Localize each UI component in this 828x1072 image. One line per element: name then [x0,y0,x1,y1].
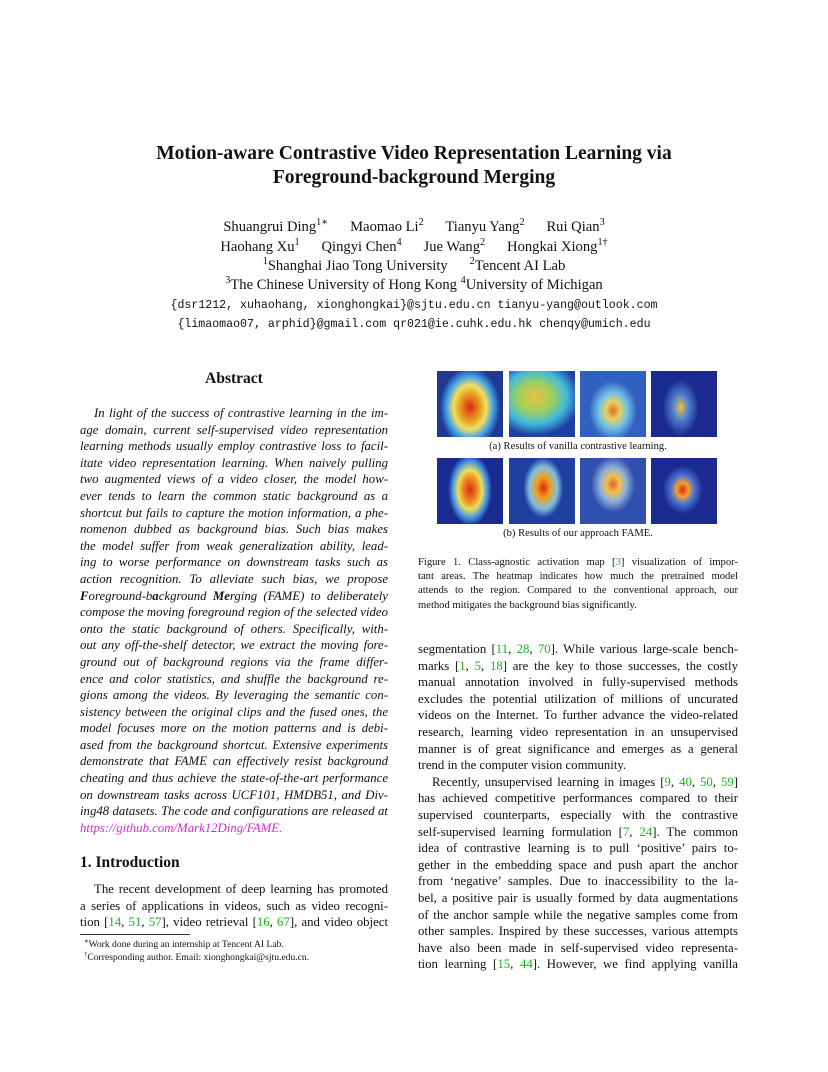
author-name: Hongkai Xiong [507,239,598,255]
figure-sub-b: (b) Results of our approach FAME. [503,528,653,539]
citation[interactable]: 50 [700,774,713,789]
line-text: ]. The common [652,824,738,839]
paragraph-1 [418,641,738,774]
affiliation-mark: 3 [225,275,231,287]
text-line: age domain, current self-supervised video representation [80,422,388,437]
citation[interactable]: 15 [497,957,511,972]
affiliation-mark: 4 [460,275,466,287]
text-line: cheating and thus achieve the state-of-the-art performance [80,771,388,786]
line-text: segmentation [ [418,642,496,656]
author-name: Qingyi Chen [321,239,397,255]
intro-text: tion [ [80,915,109,930]
affiliation-mark: 2 [469,256,475,268]
citation[interactable]: 67 [277,915,290,930]
intro-heading: 1. Introduction [80,854,180,871]
intro-line: a series of applications in videos, such as video recogni- [80,898,388,913]
text-line: manual annotation involved in fully-supervised methods [418,675,738,690]
abstract-body [80,405,388,836]
affiliation: The Chinese University of Hong Kong [230,277,457,293]
caption-line: tant areas. The heatmap indicates how much the pretrained model [418,571,738,583]
text-line: the model suffer from weak generalization ability, lead- [80,538,388,553]
citation[interactable]: 14 [108,915,122,930]
author-mark: 3 [599,217,605,229]
email-line-2: {limaomao07, arphid}@gmail.com qr021@ie.cuhk.edu.hk chenqy@umich.edu [177,318,651,331]
intro-line: tion [14, 51, 57], video retrieval [16, 67], and video object [80,915,389,930]
right-column-body [418,641,738,973]
abstract-heading: Abstract [205,370,263,387]
author-name: Maomao Li [350,219,419,235]
heatmap-image [509,458,575,524]
heatmap-image [437,458,503,524]
text-line: ground out of background regions via the frame differ- [80,654,388,669]
citation[interactable]: 11 [495,642,509,656]
text-line: research, learning video representation in an unsupervised [418,724,738,739]
citation[interactable]: 16 [256,915,270,930]
author-row-1 [0,218,828,237]
paper-title-line1: Motion-aware Contrastive Video Representation Learning via [156,143,672,164]
text-line: manner is of great significance and emerges as a general [418,741,738,756]
author-mark: 2 [418,217,424,229]
figure-sub-a: (a) Results of vanilla contrastive learning. [489,441,667,452]
citation[interactable]: 40 [679,774,692,789]
text-line: ased from the background shortcut. Extensive experiments [80,737,388,752]
footnote-mark: ∗ [84,937,89,945]
heatmap-image [651,371,717,437]
author-mark: 1† [597,237,608,249]
abstract-fame-line [80,588,388,605]
fame-letter: F [80,588,89,603]
affiliation: University of Michigan [465,277,603,293]
caption-line [418,556,738,570]
text-line: excludes the potential utilization of millions of uncurated [418,691,738,706]
citation[interactable]: 51 [128,915,142,930]
affiliation-mark: 1 [262,256,268,268]
text-line: itate video representation learning. When naively pulling [80,455,388,470]
heatmap-image [580,371,646,437]
footnote-mark: † [84,950,88,958]
paragraph-2 [418,774,738,973]
text-line: sistency between the original clips and the fused ones, the [80,704,388,719]
citation[interactable]: 24 [639,824,653,839]
line-text: ] [733,774,739,789]
footnotes [80,938,388,964]
text-line: segmentation [11, 28, 70]. While various large-scale bench- [418,642,738,656]
text-line: bel, a positive pair is usually formed by data augmentations [418,890,738,905]
affiliation: Shanghai Jiao Tong University [267,258,448,274]
text-line: ing to worse performance on downstream tasks such as [80,555,388,570]
text-line: ence and color statistics, and shuffle the background re- [80,671,388,686]
text-line: demonstrate that FAME can effectively resist background [80,754,388,769]
text-line: onto the static background of others. Specifically, with- [80,621,388,636]
affiliation-row-1 [0,257,828,276]
author-row-2 [0,238,828,257]
text-line: idea of contrastive learning is to pull ‘positive’ pairs to- [418,841,738,856]
citation[interactable]: 57 [148,915,162,930]
intro-body [80,881,388,931]
text-line: compose the moving foreground region of the selected video [80,605,388,620]
line-text: ]. While various large-scale bench- [550,642,738,656]
text-line: In light of the success of contrastive learning in the im- [94,406,388,420]
caption-line: attends to the region. Compared to the conventional approach, our [418,585,738,597]
text-line: from ‘negative’ samples. Due to inaccessibility to the la- [418,874,738,889]
text-line: ever tends to learn the common static background as a [80,488,388,503]
figure-caption [418,556,738,613]
fame-text: rging (FAME) to deliberately [229,588,388,603]
caption-text: Figure 1. Class-agnostic activation map [ [418,557,616,568]
text-line: gions among the videos. By leveraging the semantic con- [80,688,388,703]
intro-text: ], video retrieval [ [161,915,257,930]
citation[interactable]: 44 [519,957,533,972]
text-line: marks [1, 5, 18] are the key to those successes, the costly [418,658,738,673]
text-line: action recognition. To alleviate such bias, we propose [80,571,388,586]
author-mark: 1 [294,237,300,249]
text-line: of the anchor sample while the negative samples come from [418,907,738,922]
footnote-1 [80,938,388,951]
fame-letter: Me [212,588,230,603]
citation[interactable]: 9 [664,774,671,789]
text-line: have also been made in self-supervised video representa- [418,940,738,955]
code-link[interactable]: https://github.com/Mark12Ding/FAME. [80,820,283,835]
text-line: videos on the Internet. To further advance the video-related [418,708,738,723]
text-line: on downstream tasks across UCF101, HMDB51, and Div- [80,787,388,802]
heatmap-image [437,371,503,437]
text-line: learning methods usually employ contrastive loss to facil- [80,439,388,454]
affiliation: Tencent AI Lab [474,258,566,274]
author-mark: 1∗ [316,217,329,229]
caption-text: ] visualization of impor- [620,557,738,568]
text-line: nomenon dubbed as background bias. Such bias makes [80,522,388,537]
text-line: Recently, unsupervised learning in images [9, 40, 50, 59] [432,774,739,789]
citation[interactable]: 59 [720,774,734,789]
intro-line: The recent development of deep learning has promoted [94,882,388,896]
text-line: tion learning [15, 44]. However, we find applying vanilla [418,957,738,972]
citation[interactable]: 70 [537,642,551,656]
text-line: two augmented views of a video closer, the model how- [80,472,388,487]
author-name: Shuangrui Ding [223,219,317,235]
author-name: Tianyu Yang [445,219,520,235]
text-line: shortcut but fails to capture the motion information, a phe- [80,505,388,520]
citation[interactable]: 5 [474,658,482,673]
footnote-text: Work done during an internship at Tencent AI Lab. [88,939,284,950]
text-line: out any off-the-shelf detector, we extract the moving fore- [80,638,388,653]
citation[interactable]: 3 [615,557,621,568]
citation[interactable]: 28 [516,642,530,656]
text-line: ing48 datasets. The code and configurations are released at [80,804,388,819]
author-name: Rui Qian [546,219,600,235]
citation[interactable]: 7 [622,824,630,839]
abstract-lines [80,405,388,588]
text-line: has achieved competitive performances compared to their [418,791,738,806]
citation[interactable]: 1 [459,658,466,673]
text-line: self-supervised learning formulation [7, 24]. The common [418,824,738,839]
line-text: Recently, unsupervised learning in images [ [432,774,665,789]
text-line: other samples. Inspired by these successes, various attempts [418,924,738,939]
line-text: tion learning [ [418,957,498,972]
text-line: gether in the embedding space and push apart the anchor [418,857,738,872]
author-mark: 4 [396,237,402,249]
text-line: supervised counterparts, especially with the contrastive [418,807,738,822]
email-line-1: {dsr1212, xuhaohang, xionghongkai}@sjtu.edu.cn tianyu-yang@outlook.com [170,299,658,312]
citation[interactable]: 18 [489,658,503,673]
abstract-lines [80,604,388,820]
footnote-2 [80,951,388,964]
text-line: model focuses more on the motion patterns and is debi- [80,721,388,736]
author-name: Haohang Xu [220,239,295,255]
author-mark: 2 [519,217,525,229]
fame-text: oreground-b [88,588,153,603]
author-name: Jue Wang [423,239,481,255]
footnote-rule [80,934,190,935]
line-text: ] are the key to those successes, the costly [502,658,738,673]
line-text: ]. However, we find applying vanilla [532,957,738,972]
caption-line: method mitigates the background bias significantly. [418,599,637,611]
line-text: self-supervised learning formulation [ [418,824,623,839]
paper-title-line2: Foreground-background Merging [272,167,556,188]
fame-text: ckground [158,588,213,603]
text-line: trend in the computer vision community. [418,758,627,773]
affiliation-row-2 [0,276,828,295]
heatmap-image [580,458,646,524]
intro-text: ], and video object [289,915,389,930]
heatmap-image [509,371,575,437]
line-text: marks [ [418,658,460,673]
footnote-text: Corresponding author. Email: xionghongkai@sjtu.edu.cn. [87,952,310,963]
author-mark: 2 [480,237,486,249]
heatmap-image [651,458,717,524]
fame-letter: a [152,588,159,603]
